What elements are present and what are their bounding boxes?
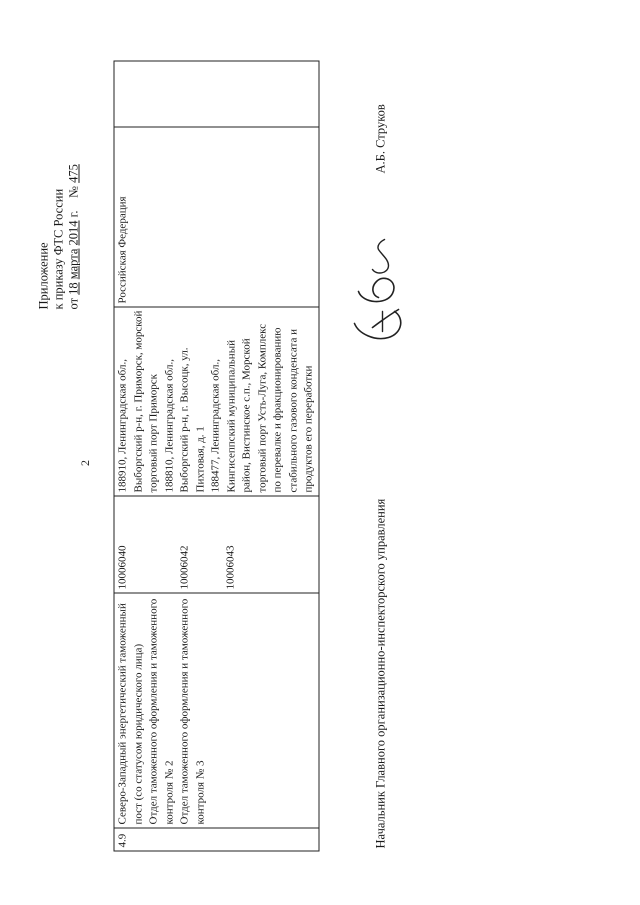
page-number: 2	[78, 460, 92, 466]
country: Российская Федерация	[116, 195, 128, 303]
post-name: Северо-Западный энергетический таможенный пост (со статусом юридического лица)	[116, 602, 144, 824]
appendix-title: Приложение	[36, 241, 50, 309]
date-suffix: г.	[66, 209, 80, 217]
post-name: Отдел таможенного оформления и таможенного контроля № 2	[147, 598, 175, 824]
customs-posts-table	[113, 60, 319, 851]
order-number: 475	[66, 163, 80, 183]
post-code: 10006040	[116, 545, 128, 589]
post-address: 188810, Ленинградская обл., Выборгский р-н, г. Высоцк, ул. Пихтовая, д. 1	[162, 346, 206, 492]
date-prefix: от	[66, 297, 80, 309]
post-address-cell	[114, 307, 319, 496]
date-year: 2014	[66, 219, 80, 245]
empty-cell	[114, 61, 319, 127]
post-code: 10006042	[178, 545, 190, 589]
row-number-cell: 4.9	[114, 828, 319, 851]
appendix-header	[36, 59, 81, 309]
post-code: 10006043	[224, 545, 236, 589]
order-reference: к приказу ФТС России	[51, 188, 65, 309]
post-name-cell	[114, 593, 319, 828]
post-address: 188910, Ленинградская обл., Выборгский р-н, г. Приморск, морской торговый порт Приморск	[116, 310, 159, 492]
number-sign: №	[66, 185, 80, 198]
table-row	[114, 61, 319, 851]
post-name: Отдел таможенного оформления и таможенного контроля № 3	[178, 598, 206, 824]
country-cell	[114, 127, 319, 307]
handwritten-signature	[348, 235, 410, 345]
signatory-position: Начальник Главного организационно-инспекторского управления	[373, 498, 387, 848]
signatory-name: А.Б. Струков	[373, 103, 387, 173]
post-code-cell	[114, 496, 319, 593]
order-date-line	[66, 59, 81, 309]
post-address: 188477, Ленинградская обл., Кингисеппский муниципальный район, Вистинское с.п., Морской торговый порт Усть-Луга, Комплекс по перевалке и фракционированию стабильного газового конденсата и продуктов его переработки	[209, 323, 314, 492]
date-month: марта	[66, 248, 80, 279]
date-day: 18	[66, 281, 80, 295]
